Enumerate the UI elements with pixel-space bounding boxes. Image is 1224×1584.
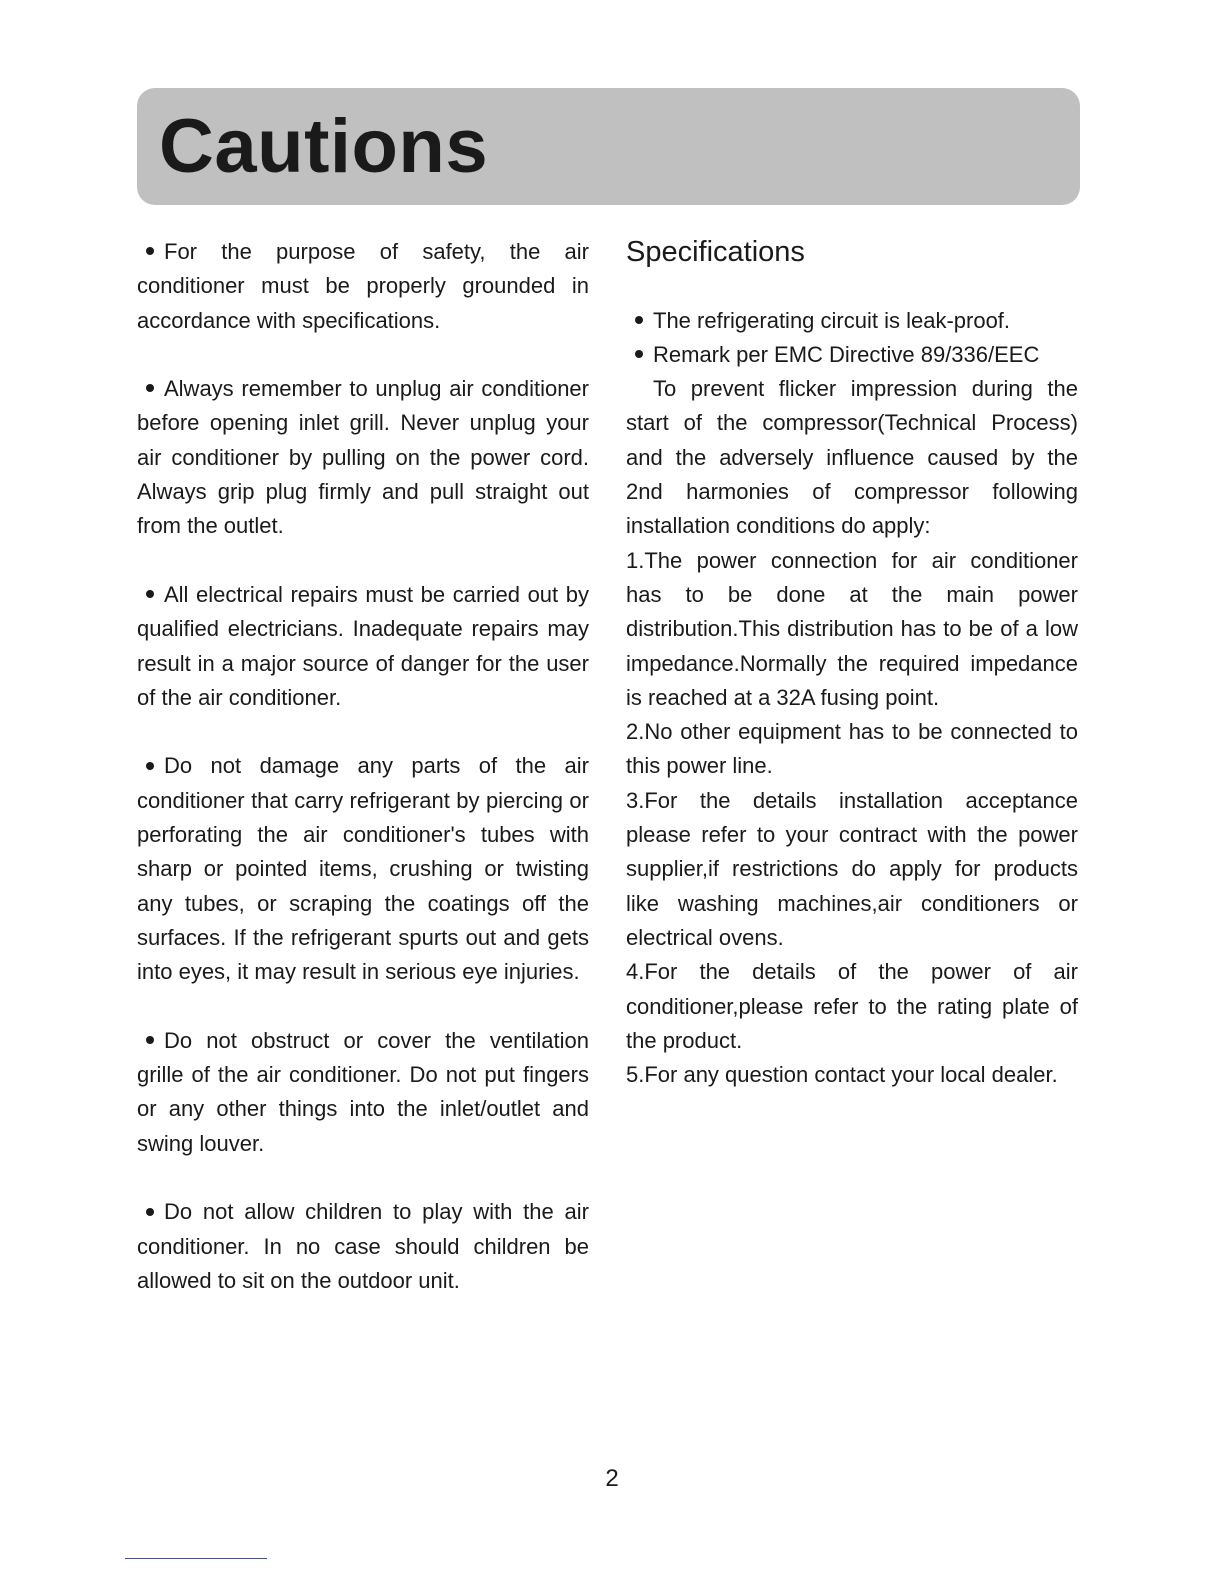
- caution-paragraph: [137, 578, 589, 715]
- specifications-heading: Specifications: [626, 236, 805, 268]
- spec-item: 4.For the details of the power of air conditioner,please refer to the rating plate of the product.: [626, 959, 1078, 1053]
- page-number: 2: [605, 1465, 619, 1492]
- bullet-icon: [635, 304, 645, 338]
- spec-item: 1.The power connection for air conditioner has to be done at the main power distribution.This distribution has to be of a low impedance.Normally the required impedance is reached at a 32A fusing point.: [626, 547, 1078, 710]
- caution-paragraph: [137, 749, 589, 989]
- page-title: Cautions: [159, 104, 489, 189]
- spec-item: 3.For the details installation acceptance please refer to your contract with the power supplier,if restrictions do apply for products like washing machines,air conditioners or electrical ovens.: [626, 787, 1078, 950]
- caution-paragraph: [137, 1195, 589, 1298]
- caution-text: Do not allow children to play with the air conditioner. In no case should children be allowed to sit on the outdoor unit.: [137, 1199, 589, 1293]
- caution-text: For the purpose of safety, the air conditioner must be properly grounded in accordance with specifications.: [137, 239, 589, 333]
- spec-bullet-text: The refrigerating circuit is leak-proof.: [653, 307, 1011, 333]
- bullet-icon: [146, 235, 156, 269]
- caution-text: Do not damage any parts of the air conditioner that carry refrigerant by piercing or perforating the air conditioner's tubes with sharp or pointed items, crushing or twisting any tubes, or scraping the coatings off the surfaces. If the refrigerant spurts out and gets into eyes, it may result in serious eye injuries.: [137, 753, 589, 985]
- specifications-column: [626, 235, 1078, 1092]
- caution-paragraph: [137, 235, 589, 338]
- bullet-icon: [146, 749, 156, 783]
- bullet-icon: [635, 338, 645, 372]
- spec-bullet-text: Remark per EMC Directive 89/336/EEC: [653, 341, 1040, 367]
- caution-text: Do not obstruct or cover the ventilation grille of the air conditioner. Do not put fingers or any other things into the inlet/outlet and swing louver.: [137, 1027, 589, 1156]
- spec-item: 5.For any question contact your local dealer.: [626, 1062, 1058, 1088]
- caution-paragraph: [137, 372, 589, 543]
- bullet-icon: [146, 578, 156, 612]
- cautions-column: [137, 235, 589, 1333]
- caution-paragraph: [137, 1024, 589, 1161]
- bullet-icon: [146, 372, 156, 406]
- caution-text: All electrical repairs must be carried out by qualified electricians. Inadequate repairs may result in a major source of danger for the user of the air conditioner.: [137, 581, 589, 710]
- spec-bullet: [626, 338, 1078, 372]
- bullet-icon: [146, 1195, 156, 1229]
- spec-intro: To prevent flicker impression during the start of the compressor(Technical Process) and the adversely influence caused by the 2nd harmonies of compressor following installation conditions do apply:: [626, 376, 1078, 539]
- spec-bullet: [626, 304, 1078, 338]
- title-banner: [137, 88, 1080, 205]
- bullet-icon: [146, 1024, 156, 1058]
- spec-item: 2.No other equipment has to be connected to this power line.: [626, 719, 1078, 779]
- footer-rule: [125, 1558, 267, 1559]
- caution-text: Always remember to unplug air conditioner before opening inlet grill. Never unplug your air conditioner by pulling on the power cord. Always grip plug firmly and pull straight out from the outlet.: [137, 376, 589, 539]
